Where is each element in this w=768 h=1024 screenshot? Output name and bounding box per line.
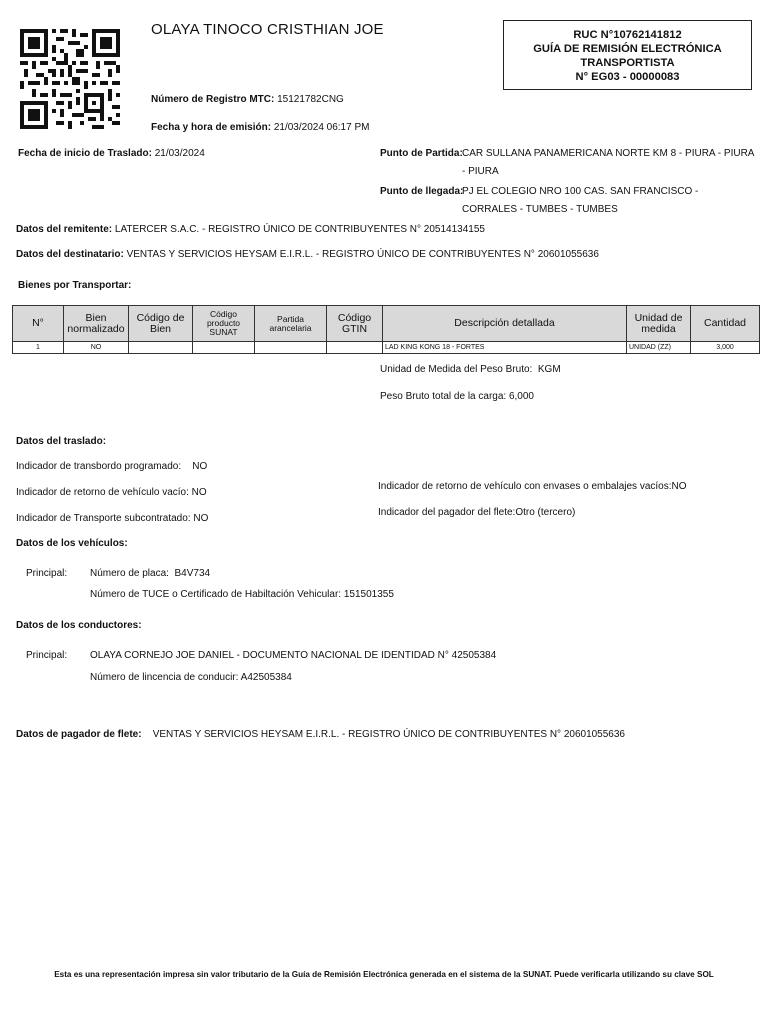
departure-value: CAR SULLANA PANAMERICANA NORTE KM 8 - PIURA - PIURA - PIURA [462, 148, 754, 177]
vehicle-return-value: NO [191, 487, 207, 498]
gross-weight-label: Peso Bruto total de la carga: [380, 391, 507, 402]
recipient-value: VENTAS Y SERVICIOS HEYSAM E.I.R.L. - REGISTRO ÚNICO DE CONTRIBUYENTES N° 20601055636 [126, 249, 599, 260]
return-packaging-indicator [378, 481, 687, 492]
emission-label: Fecha y hora de emisión: [151, 122, 272, 133]
emission-value: 21/03/2024 06:17 PM [273, 122, 370, 133]
freight-payer-label: Indicador del pagador del flete: [378, 507, 516, 518]
plate-label: Número de placa: [90, 568, 169, 579]
subcontracted-value: NO [193, 513, 209, 524]
arrival-value: PJ EL COLEGIO NRO 100 CAS. SAN FRANCISCO - CORRALES - TUMBES - TUMBES [462, 186, 699, 215]
doc-series: N° EG03 - 00000083 [575, 71, 680, 83]
freight-payer-title: Datos de pagador de flete: [16, 729, 142, 740]
gross-weight-value: 6,000 [508, 391, 534, 402]
arrival-label: Punto de llegada: [380, 186, 464, 197]
start-date-value: 21/03/2024 [154, 148, 205, 159]
return-packaging-label: Indicador de retorno de vehículo con envases o embalajes vacíos: [378, 481, 672, 492]
cell-description: LAD KING KONG 18 - FORTES [383, 342, 627, 354]
cell-goods-code [129, 342, 193, 354]
weight-unit [380, 364, 561, 375]
vehicles-title: Datos de los vehículos: [16, 538, 128, 549]
table-row [13, 342, 760, 354]
drivers-title: Datos de los conductores: [16, 620, 142, 631]
col-normalized: Bien normalizado [64, 306, 129, 342]
driver-license [90, 672, 292, 683]
mtc-label: Número de Registro MTC: [151, 94, 275, 105]
start-date-label: Fecha de inicio de Traslado: [18, 148, 152, 159]
cell-gtin [327, 342, 383, 354]
col-tariff: Partida arancelaria [255, 306, 327, 342]
return-packaging-value: NO [671, 481, 687, 492]
ruc-box [503, 20, 752, 90]
start-date [18, 148, 205, 159]
driver-principal-label: Principal: [26, 650, 68, 661]
doc-type-line-2: TRANSPORTISTA [580, 57, 675, 69]
cell-tariff [255, 342, 327, 354]
col-unit: Unidad de medida [627, 306, 691, 342]
weight-unit-label: Unidad de Medida del Peso Bruto: [380, 364, 533, 375]
col-quantity: Cantidad [691, 306, 760, 342]
goods-table [12, 305, 760, 354]
cell-number: 1 [13, 342, 64, 354]
qr-code-icon [20, 27, 120, 131]
transshipment-indicator [16, 461, 207, 472]
recipient [16, 249, 599, 260]
plate-value: B4V734 [174, 568, 211, 579]
mtc-registration [151, 94, 344, 105]
subcontracted-label: Indicador de Transporte subcontratado: [16, 513, 191, 524]
cell-normalized: NO [64, 342, 129, 354]
transfer-data-title: Datos del traslado: [16, 436, 107, 447]
col-description: Descripción detallada [383, 306, 627, 342]
vehicle-tuce [90, 589, 394, 600]
goods-title: Bienes por Transportar: [18, 280, 132, 291]
col-sunat-code: Código producto SUNAT [193, 306, 255, 342]
cell-unit: UNIDAD (ZZ) [627, 342, 691, 354]
transshipment-label: Indicador de transbordo programado: [16, 461, 182, 472]
goods-header-row [13, 306, 760, 342]
freight-payer [16, 729, 625, 740]
tuce-label: Número de TUCE o Certificado de Habiltación Vehicular: [90, 589, 342, 600]
vehicle-return-label: Indicador de retorno de vehículo vacío: [16, 487, 189, 498]
transshipment-value: NO [192, 461, 208, 472]
departure-label: Punto de Partida: [380, 148, 463, 159]
emission-datetime [151, 122, 369, 133]
mtc-value: 15121782CNG [277, 94, 344, 105]
col-goods-code: Código de Bien [129, 306, 193, 342]
vehicle-return-indicator [16, 487, 207, 498]
vehicle-principal-label: Principal: [26, 568, 68, 579]
col-number: N° [13, 306, 64, 342]
tuce-value: 151501355 [343, 589, 394, 600]
cell-quantity: 3,000 [691, 342, 760, 354]
recipient-label: Datos del destinatario: [16, 249, 124, 260]
sender-label: Datos del remitente: [16, 224, 113, 235]
cell-sunat-code [193, 342, 255, 354]
ruc-number: RUC N°10762141812 [573, 29, 682, 41]
gross-weight [380, 391, 534, 402]
license-value: A42505384 [240, 672, 292, 683]
sender-value: LATERCER S.A.C. - REGISTRO ÚNICO DE CONTRIBUYENTES N° 20514134155 [114, 224, 485, 235]
vehicle-plate [90, 568, 210, 579]
freight-payer-indicator [378, 507, 575, 518]
subcontracted-indicator [16, 513, 208, 524]
freight-payer-value: Otro (tercero) [515, 507, 576, 518]
driver-name: OLAYA CORNEJO JOE DANIEL - DOCUMENTO NACIONAL DE IDENTIDAD N° 42505384 [90, 650, 497, 661]
doc-type-line-1: GUÍA DE REMISIÓN ELECTRÓNICA [533, 43, 722, 55]
freight-payer-data: VENTAS Y SERVICIOS HEYSAM E.I.R.L. - REGISTRO ÚNICO DE CONTRIBUYENTES N° 20601055636 [152, 729, 625, 740]
footer-note: Esta es una representación impresa sin valor tributario de la Guía de Remisión Electrónica generada en el sistema de la SUNAT. Puede verificarla utilizando su clave SOL [54, 970, 714, 979]
sender [16, 224, 485, 235]
col-gtin: Código GTIN [327, 306, 383, 342]
license-label: Número de lincencia de conducir: [90, 672, 239, 683]
weight-unit-value: KGM [537, 364, 561, 375]
company-name: OLAYA TINOCO CRISTHIAN JOE [151, 21, 384, 38]
